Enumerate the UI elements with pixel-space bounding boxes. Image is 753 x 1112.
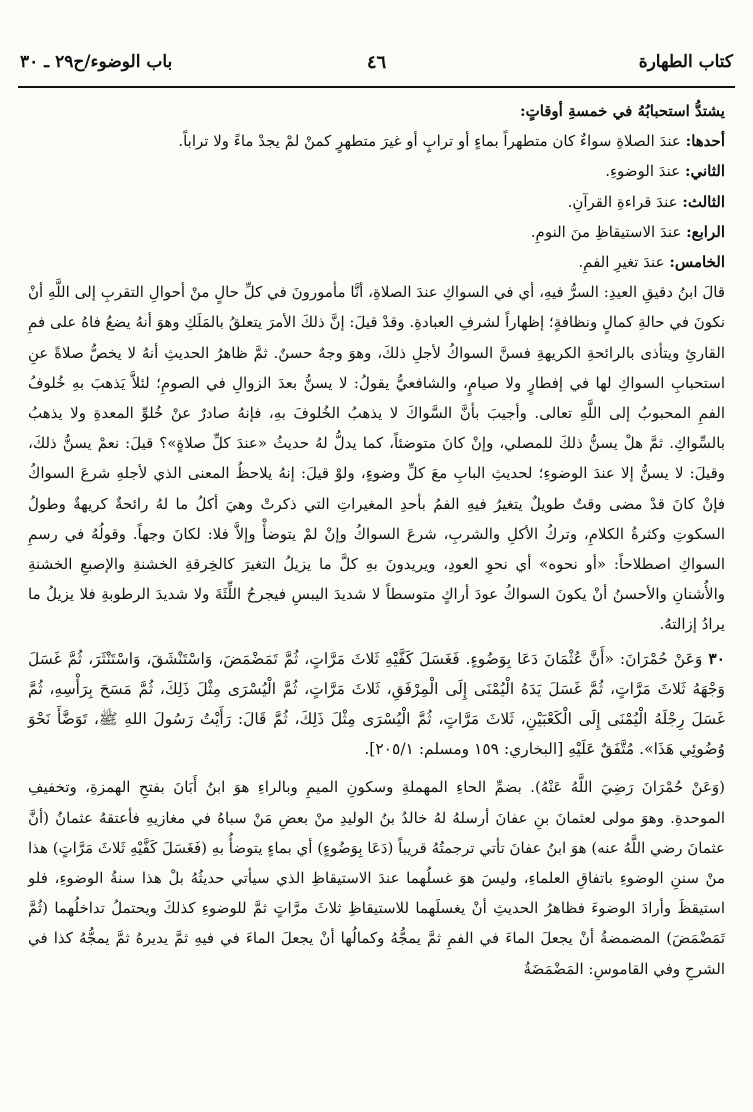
time-label: الثاني: [684,162,725,181]
book-title: كتاب الطهارة [638,52,733,72]
time-item-5 [28,247,725,277]
time-text: عندَ قراءةِ القرآنِ. [567,192,678,211]
time-label: الثالث: [682,192,725,211]
page-number: ٤٦ [366,52,387,73]
hadith-block [28,644,725,765]
time-text: عندَ الوضوءِ. [605,162,681,181]
time-text: عندَ الصلاةِ سواءٌ كان متطهراً بماءٍ أو ترابٍ أو غيرَ متطهرٍ كمنْ لمْ يجدْ ماءً ولا تراباً. [178,132,681,151]
time-label: الرابع: [686,222,725,241]
time-label: أحدها: [685,132,725,151]
time-item-3 [28,187,725,217]
time-text: عندَ تغيرِ الفمِ. [578,253,665,272]
time-item-4 [28,217,725,247]
discussion-paragraph: قالَ ابنُ دقيقِ العيدِ: السرُّ فيهِ، أي في السواكِ عندَ الصلاةِ، أنَّا مأمورونَ في كلِّ حالٍ منْ أحوالِ التقربِ إلى اللَّهِ أنْ نكونَ في حالةِ كمالٍ ونظافةٍ؛ إظهاراً لشرفِ العبادةِ. وقدْ قيلَ: إنَّ ذلكَ الأمرَ يتعلقُ بالمَلَكِ وهوَ أنهُ يضعُ فاهُ على فمِ القارئِ ويتأذى بالرائحةِ الكريهةِ فسنَّ السواكُ لأجلِ ذلكَ، وهوَ وجهٌ حسنٌ. ثمَّ ظاهرُ الحديثِ أنهُ لا يخصُّ صلاةً عنِ استحبابِ السواكِ لها في إفطارٍ ولا صيامٍ، والشافعيُّ يقولُ: لا يسنُّ بعدَ الزوالِ في الصومِ؛ لئلاَّ يَذهبَ بهِ خُلوفُ الفمِ المحبوبُ إلى اللَّهِ تعالى. وأجيبَ بأنَّ السَّواكَ لا يذهبُ الخُلوفَ بهِ، فإنهُ صادرٌ عنْ خُلوِّ المعدةِ ولا يذهبُ بالسِّواكِ. ثمَّ هلْ يسنُّ ذلكَ للمصلي، وإنْ كانَ متوضئاً، كما يدلُّ لهُ حديثُ «عندَ كلِّ صلاةٍ»؟ قيلَ: نعمْ يسنُّ ذلكَ، وقيلَ: لا يسنُّ إلا عندَ الوضوءِ؛ لحديثِ البابِ معَ كلِّ وضوءٍ، ولوْ قيلَ: إنهُ يلاحظُ المعنى الذي لأجلهِ شرعَ السواكُ فإنْ كانَ قدْ مضى وقتٌ طويلٌ يتغيرُ فيهِ الفمُ بأحدِ المغيراتِ التي ذكرتْ وهيَ أكلُ ما لهُ رائحةٌ كريهةٌ وطولُ السكوتِ وكثرةُ الكلامِ، وتركُ الأكلِ والشربِ، شرعَ السواكُ وإنْ لمْ يتوضأْ وإلاَّ فلا: لكانَ وجهاً. وقولُهُ في رسمِ السواكِ اصطلاحاً: «أو نحوه» أي نحوِ العودِ، ويريدونَ بهِ كلَّ ما يزيلُ التغيرَ كالخِرقةِ الخشنةِ والإصبعِ الخشنةِ والأُشنانِ والأحسنُ أنْ يكونَ السواكُ عودَ أراكٍ متوسطاً لا شديدَ اليبسِ فيجرحُ اللِّثَةَ ولا شديدَ الرطوبةِ فلا يزيلُ ما يرادُ إزالتهُ. [28,283,726,634]
commentary-paragraph: (وَعَنْ حُمْرَانَ رَضِيَ اللَّهُ عَنْهُ). بضمِّ الحاءِ المهملةِ وسكونِ الميمِ وبالراءِ هوَ ابنُ أَبَانَ بفتحِ الهمزةِ، وتخفيفِ الموحدةِ. وهوَ مولى لعثمانَ بنِ عفانَ أرسلهُ لهُ خالدُ بنُ الوليدِ منْ بعضِ مَنْ سباهُ في مغازيهِ فأعتقهُ عثمانُ (أنَّ عثمانَ رضي اللَّهُ عنه) هوَ ابنُ عفانَ تأتي ترجمتُهُ قريباً (دَعَا بِوَضُوءٍ) أي بماءٍ يتوضأُ بهِ (فَغَسَلَ كَفَّيْهِ ثَلاثَ مَرَّاتٍ) هذا منْ سننِ الوضوءِ باتفاقِ العلماءِ، وليسَ هوَ غسلُهما عندَ الاستيقاظِ الذي سيأتي حديثُهُ بلْ هذا سنةُ الوضوءِ، فلو استيقظَ وأرادَ الوضوءَ فظاهرُ الحديثِ أنْ يغسلَهما للاستيقاظِ ثلاثَ مرَّاتٍ ثمَّ للوضوءِ كذلكَ ويحتملُ تداخلُهما (ثُمَّ تَمَضْمَضَ) المضمضةُ أنْ يجعلَ الماءَ في الفمِ ثمَّ يمجُّهُ وكمالُها أنْ يجعلَ الماءَ في فيهِ ثمَّ يديرهُ ثمَّ يمجُّهُ كذا في الشرحِ وفي القاموسِ: المَضْمَضَةُ [27,778,725,978]
chapter-reference: باب الوضوء/ح٢٩ ـ ٣٠ [20,52,173,72]
time-text: عندَ الاستيقاظِ منَ النومِ. [530,222,682,241]
page-header [18,50,735,88]
hadith-text: وَعَنْ حُمْرَانَ: «أَنَّ عُثْمَانَ دَعَا بِوَضُوءٍ. فَغَسَلَ كَفَّيْهِ ثَلاثَ مَرَّاتٍ، ثُمَّ تَمَضْمَضَ، وَاسْتَنْشَقَ، وَاسْتَنْثَرَ، ثُمَّ غَسَلَ وَجْهَهُ ثَلاثَ مَرَّاتٍ، ثُمَّ غَسَلَ يَدَهُ الْيُمْنَى إِلَى الْمِرْفَقِ، ثَلاثَ مَرَّاتٍ، ثُمَّ الْيُسْرَى مِثْلَ ذَلِكَ، ثُمَّ مَسَحَ بِرَأْسِهِ، ثُمَّ غَسَلَ رِجْلَهُ الْيُمْنَى إِلَى الْكَعْبَيْنِ، ثَلاثَ مَرَّاتٍ، ثُمَّ الْيُسْرَى مِثْلَ ذَلِكَ، ثُمَّ قَالَ: رَأَيْتُ رَسُولَ اللهِ ﷺ، تَوَضَّأَ نَحْوَ وُضُوئِي هَذَا». مُتَّفَقٌ عَلَيْهِ [البخاري: ١٥٩ ومسلم: ٢٠٥/١]. [28,649,725,759]
hadith-number: ٣٠ [708,648,725,668]
time-item-2 [28,156,725,186]
time-item-1 [28,126,725,156]
page-body [28,96,725,984]
intro-line: يشتدُّ استحبابُهُ في خمسةِ أوقاتٍ: [520,102,725,120]
time-label: الخامس: [669,253,725,272]
